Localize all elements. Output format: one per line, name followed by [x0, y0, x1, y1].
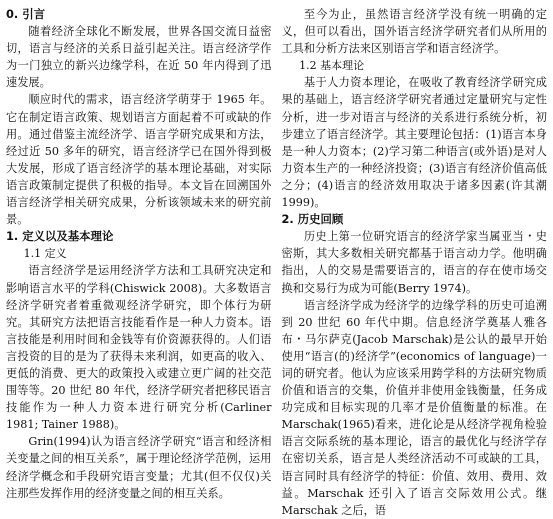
- subsection-heading-basic-theory: 1.2 基本理论: [299, 59, 365, 73]
- paragraph: 至今为止，虽然语言经济学没有统一明确的定义，但可以看出，国外语言经济学研究者们从所用的工具和分析方法来区别语言学和语言经济学。: [281, 8, 547, 56]
- paragraph: 语言经济学成为经济学的边缘学科的历史可追溯到 20 世纪 60 年代中期。信息经济学奠基人雅各布・马尔萨克(Jacob Marschak)是公认的最早开始使用“语言(的)经济学”(economics of language)一词的研究者。他认为应该采用跨学科的方法研究物质价值和语言的交集，价值并非使用金钱衡量，任务成功完成和目标实现的几率才是价值衡量的标准。在 Marschak(1965)看来，进化论是从经济学视角检验语言交际系统的基本理论，语言的最优化与经济学存在密切关系，语言是人类经济活动不可或缺的工具，语言同时具有经济学的特征：价值、效用、费用、效益。Marschak 还引入了语言交际效用公式。继 Marschak 之后，语: [281, 298, 547, 517]
- paragraph: 随着经济全球化不断发展，世界各国交流日益密切，语言与经济的关系日益引起关注。语言经济学作为一门独立的新兴边缘学科，在近 50 年内得到了迅速发展。: [6, 25, 272, 90]
- paragraph: 基于人力资本理论，在吸收了教育经济学研究成果的基础上，语言经济学研究者通过定量研究与定性分析，进一步对语言与经济的关系进行系统分析，初步建立了语言经济学。其主要理论包括：(1)语言本身是一种人力资本；(2)学习第二种语言(或外语)是对人力资本生产的一种经济投资；(3)语言有经济价值高低之分；(4)语言的经济效用取决于诸多因素(许其潮 1999)。: [281, 76, 547, 210]
- section-heading-history: 2. 历史回顾: [281, 212, 344, 227]
- paragraph: 语言经济学是运用经济学方法和工具研究决定和影响语言水平的学科(Chiswick 2008)。大多数语言经济学研究者着重微观经济学研究，即个体行为研究。其研究方法把语言技能看作是一种人力资本。语言技能是利用时间和金钱等有价资源获得的。人们语言投资的目的是为了获得未来利润，如更高的收入、更低的消费、更大的政策投入或建立更广阔的社交范围等等。20 世纪 80 年代，经济学研究者把移民语言技能作为一种人力资本进行研究分析(Carliner 1981; Tainer 1988)。: [6, 264, 272, 432]
- section-heading-definition-theory: 1. 定义以及基本理论: [6, 229, 114, 244]
- paragraph: 顺应时代的需求，语言经济学萌芽于 1965 年。它在制定语言政策、规划语言方面起着不可或缺的作用。通过借鉴主流经济学、语言学研究成果和方法，经过近 50 多年的研究，语言经济学已在国外得到极大发展，形成了语言经济学的基本理论基础，对实际语言政策制定提供了积极的指导。本文旨在回溯国外语言经济学相关研究成果，分析该领域未来的研究前景。: [6, 93, 272, 227]
- section-heading-introduction: 0. 引言: [6, 7, 45, 21]
- paragraph: 历史上第一位研究语言的经济学家当属亚当・史密斯，其大多数相关研究都基于语言动力学。他明确指出，人的交易是需要语言的，语言的存在使市场交换和交易行为成为可能(Berry 1974)。: [281, 230, 547, 295]
- right-column: [281, 6, 548, 517]
- paragraph: Grin(1994)认为语言经济学研究“语言和经济相关变量之间的相互关系”，属于理论经济学范例，运用经济学概念和手段研究语言变量；尤其(但不仅仅)关注那些发挥作用的经济变量之间的相互关系。: [6, 435, 272, 500]
- subsection-heading-definition: 1.1 定义: [23, 247, 67, 261]
- left-column: [6, 6, 272, 505]
